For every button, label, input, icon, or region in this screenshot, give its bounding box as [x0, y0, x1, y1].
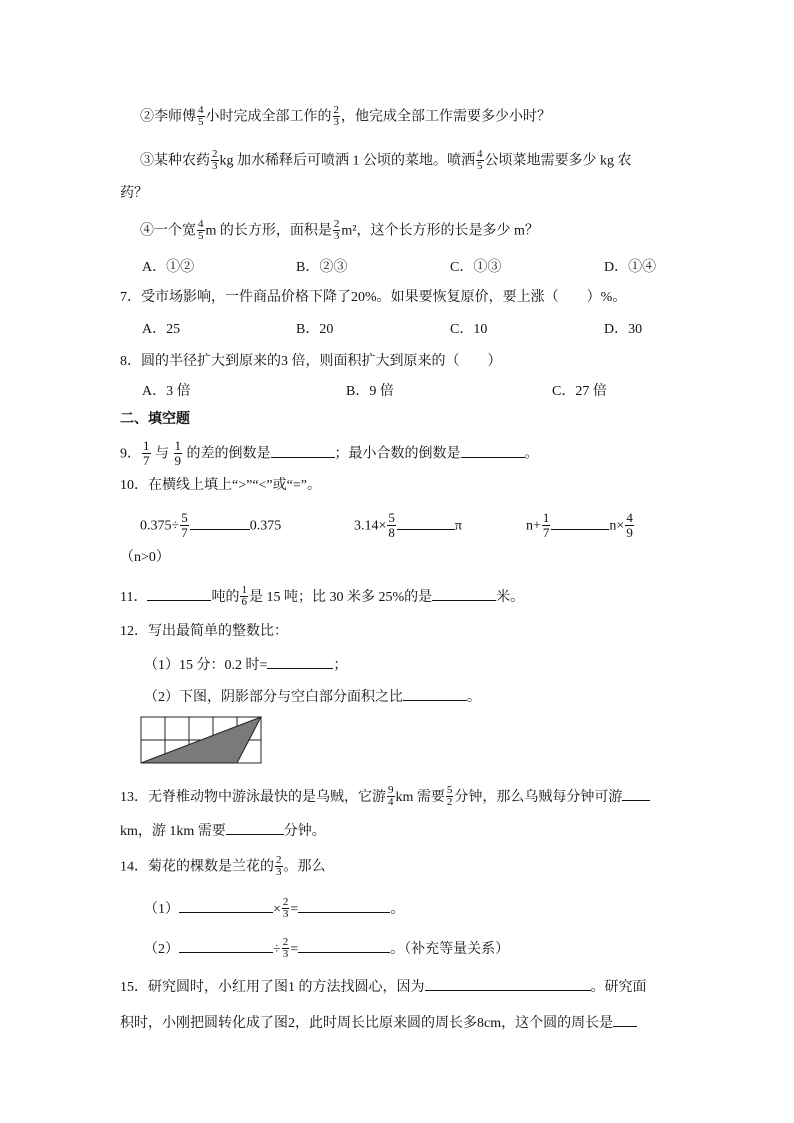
q8-option-b[interactable]: B．9 倍	[346, 384, 394, 399]
q7-text: 7．受市场影响，一件商品价格下降了20%。如果要恢复原价，要上涨（ ）%。	[120, 290, 627, 305]
fraction: $\frac{5}{2}$	[446, 784, 453, 809]
answer-blank[interactable]	[425, 976, 591, 991]
fraction: $\frac{2}{3}$	[212, 148, 218, 172]
answer-blank[interactable]	[147, 586, 211, 601]
q6-option-c[interactable]: C．①③	[450, 260, 502, 275]
q7-option-a[interactable]: A．25	[142, 322, 181, 337]
answer-blank[interactable]	[551, 515, 609, 530]
q7-option-c[interactable]: C．10	[450, 322, 488, 337]
q12-part-2: （2）下图，阴影部分与空白部分面积之比 。	[144, 686, 481, 708]
q6-option-b[interactable]: B．②③	[296, 260, 348, 275]
answer-blank[interactable]	[179, 898, 273, 913]
answer-blank[interactable]	[461, 443, 525, 458]
q8-option-c[interactable]: C．27 倍	[552, 384, 607, 399]
fraction: $\frac{5}{7}$	[181, 510, 188, 540]
answer-blank[interactable]	[613, 1012, 637, 1027]
fraction: $\frac{1}{7}$	[542, 510, 550, 540]
fraction: $\frac{2}{3}$	[276, 854, 282, 878]
q6-item-3-cont: 药？	[120, 186, 148, 201]
q10-expr-3: n+ $\frac{1}{7}$ n× $\frac{4}{9}$	[526, 510, 633, 540]
fraction: $\frac{4}{5}$	[198, 218, 204, 242]
answer-blank[interactable]	[226, 820, 284, 835]
answer-blank[interactable]	[403, 686, 467, 701]
q6-option-a[interactable]: A．①②	[142, 260, 195, 275]
q7-option-d[interactable]: D．30	[604, 322, 643, 337]
answer-blank[interactable]	[432, 586, 496, 601]
answer-blank[interactable]	[298, 938, 390, 953]
q8-text: 8．圆的半径扩大到原来的3 倍，则面积扩大到原来的（ ）	[120, 354, 502, 369]
answer-blank[interactable]	[190, 515, 250, 530]
q11: 11． 吨的 $\frac{1}{6}$ 是 15 吨；比 30 米多 25%的是 米。	[120, 584, 525, 609]
answer-blank[interactable]	[622, 786, 650, 801]
fraction: $\frac{1}{6}$	[241, 584, 247, 609]
fraction: $\frac{4}{9}$	[626, 510, 633, 540]
q15-line-1: 15．研究圆时，小红用了图1 的方法找圆心，因为 。研究面	[120, 976, 647, 998]
q6-item-4: ④一个宽 $\frac{4}{5}$ m 的长方形，面积是 $\frac{2}{3}$ m²，这个长方形的长是多少 m？	[140, 218, 539, 242]
fraction: $\frac{2}{3}$	[282, 896, 289, 921]
q6-option-d[interactable]: D．①④	[604, 260, 657, 275]
q14-part-2: （2） ÷ $\frac{2}{3}$ = 。（补充等量关系）	[144, 936, 510, 961]
section-heading: 二、填空题	[120, 411, 190, 427]
fraction: $\frac{9}{4}$	[388, 784, 394, 809]
fraction: $\frac{1}{7}$	[143, 438, 150, 468]
q10-condition: （n>0）	[120, 550, 170, 565]
answer-blank[interactable]	[271, 443, 335, 458]
q6-item-3: ③某种农药 $\frac{2}{3}$ kg 加水稀释后可喷洒 1 公顷的菜地。喷洒 $\frac{4}{5}$ 公顷菜地需要多少 kg 农	[140, 148, 632, 172]
fraction: $\frac{5}{8}$	[388, 510, 395, 540]
fraction: $\frac{4}{5}$	[198, 104, 204, 128]
q12-text: 12．写出最简单的整数比：	[120, 624, 288, 639]
q6-item-2: ②李师傅 $\frac{4}{5}$ 小时完成全部工作的 $\frac{2}{3}$ ，他完成全部工作需要多少小时？	[140, 104, 551, 128]
fraction: $\frac{2}{3}$	[333, 218, 340, 242]
q13-line-2: km，游 1km 需要 分钟。	[120, 820, 326, 842]
q15-line-2: 积时，小刚把圆转化成了图2，此时周长比原来圆的周长多8cm，这个圆的周长是	[120, 1012, 637, 1034]
answer-blank[interactable]	[179, 938, 273, 953]
q10-text: 10．在横线上填上“>”“<”或“=”。	[120, 478, 321, 493]
q8-option-a[interactable]: A．3 倍	[142, 384, 191, 399]
q10-expr-1: 0.375÷ $\frac{5}{7}$ 0.375	[140, 510, 282, 540]
q14-part-1: （1） × $\frac{2}{3}$ = 。	[144, 896, 405, 921]
fraction: $\frac{2}{3}$	[333, 104, 339, 128]
q10-expr-2: 3.14× $\frac{5}{8}$ π	[354, 510, 462, 540]
q14-text: 14．菊花的棵数是兰花的 $\frac{2}{3}$ 。那么	[120, 854, 326, 878]
q9: 9． $\frac{1}{7}$ 与 $\frac{1}{9}$ 的差的倒数是 ；最小合数的倒数是 。	[120, 438, 539, 468]
q12-part-1: （1）15 分：0.2 时= ；	[144, 654, 347, 676]
q13-line-1: 13．无脊椎动物中游泳最快的是乌贼，它游 $\frac{9}{4}$ km 需要 $\frac{5}{2}$ 分钟，那么乌贼每分钟可游	[120, 786, 650, 809]
fraction: $\frac{4}{5}$	[477, 148, 483, 172]
fraction: $\frac{1}{9}$	[174, 438, 181, 468]
answer-blank[interactable]	[267, 654, 333, 669]
answer-blank[interactable]	[298, 898, 390, 913]
q7-option-b[interactable]: B．20	[296, 322, 334, 337]
answer-blank[interactable]	[397, 515, 455, 530]
fraction: $\frac{2}{3}$	[282, 936, 289, 961]
shaded-grid-figure	[140, 716, 264, 766]
